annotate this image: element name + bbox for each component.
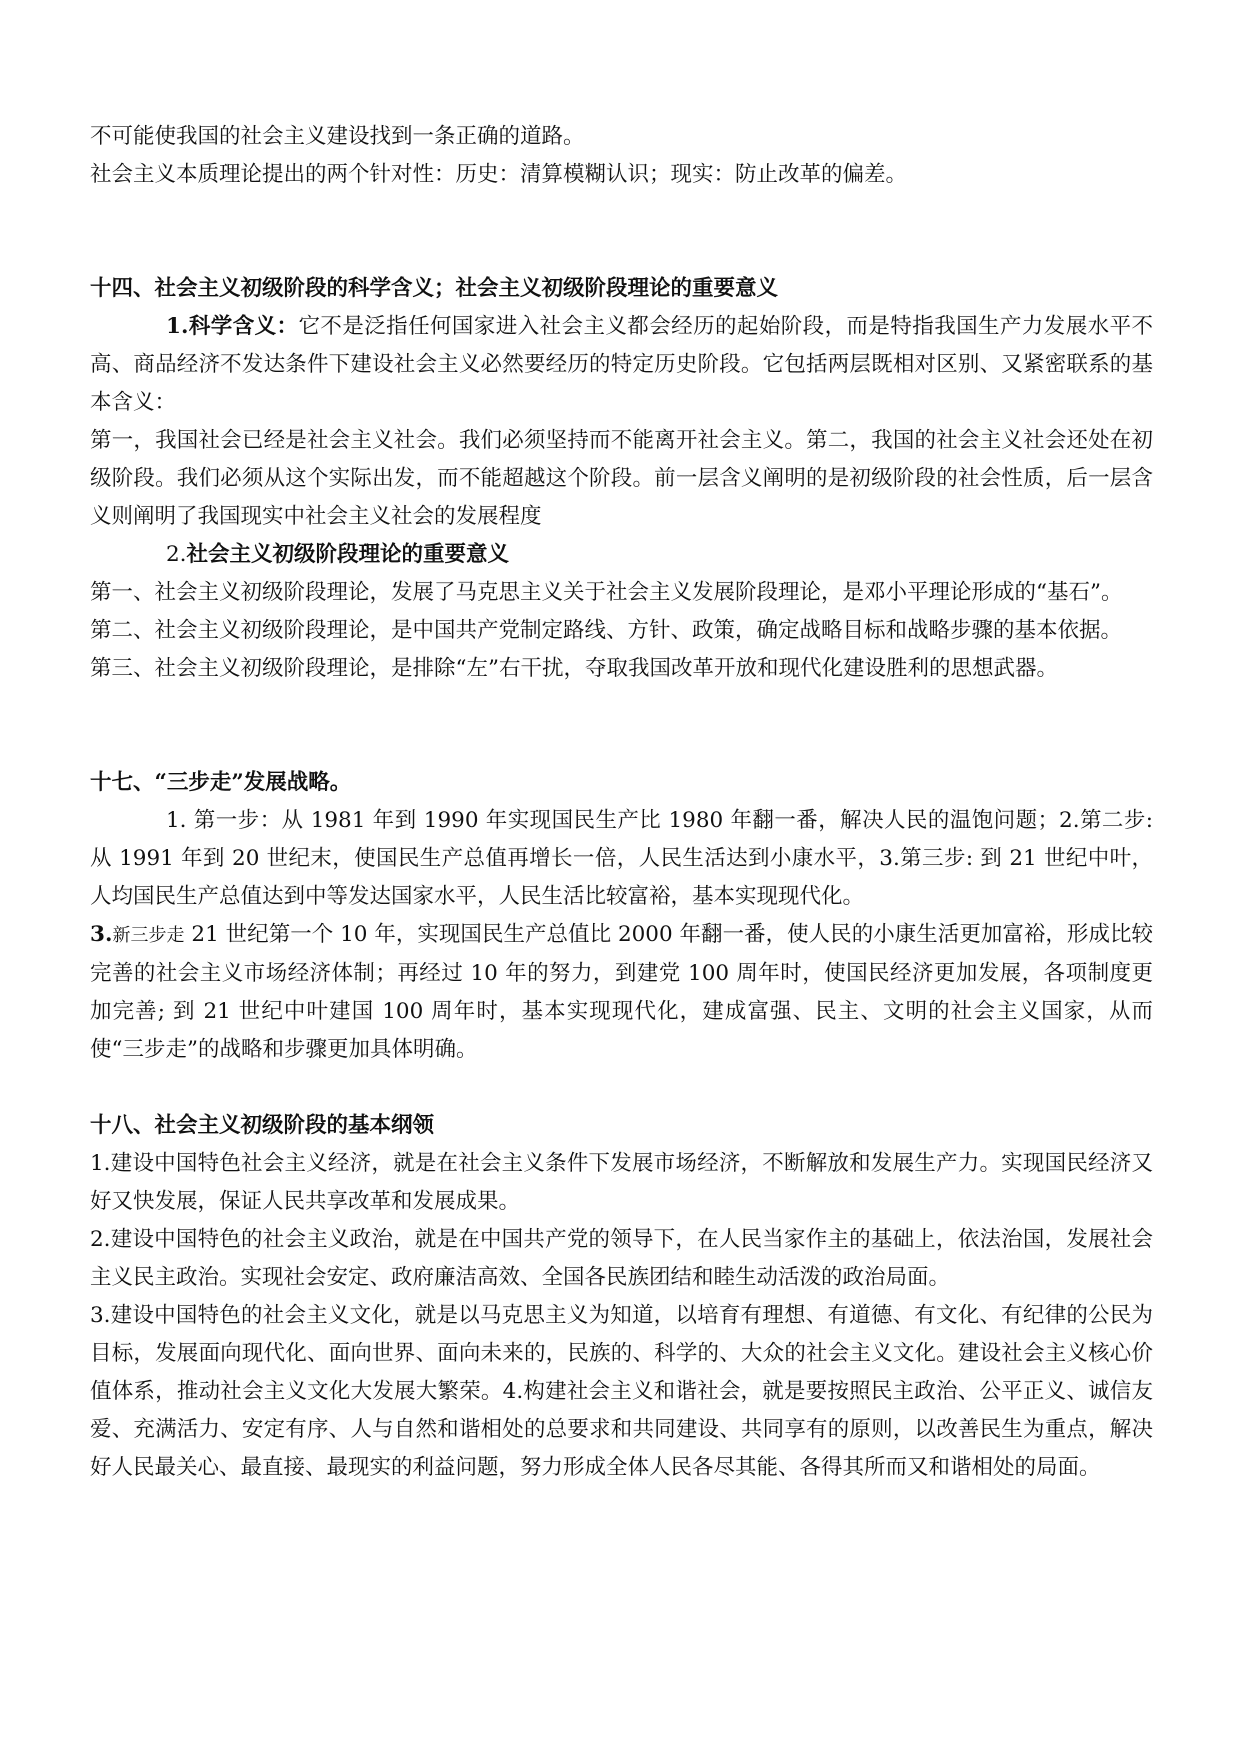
section-14-subheading-2 xyxy=(90,536,1153,574)
section-17-title: 十七、“三步走”发展战略。 xyxy=(90,770,352,795)
section-17-paragraph-1: 1. 第一步：从 1981 年到 1990 年实现国民生产比 1980 年翻一番，解决人民的温饱问题；2.第二步: 从 1991 年到 20 世纪末，使国民生产总值再增长一倍，人民生活达到小康水平，3.第三步: 到 21 世纪中叶，人均国民生产总值达到中等发达国家水平，人民生活比较富裕，基本实现现代化。 xyxy=(90,808,1153,909)
section-spacer xyxy=(90,194,1153,270)
section-18-title: 十八、社会主义初级阶段的基本纲领 xyxy=(90,1113,435,1138)
section-17 xyxy=(90,764,1153,1069)
new-three-steps-text: 21 世纪第一个 10 年，实现国民生产总值比 2000 年翻一番，使人民的小康生活更加富裕，形成比较完善的社会主义市场经济体制；再经过 10 年的努力，到建党 100 周年时，使国民经济更加发展，各项制度更加完善; 到 21 世纪中叶建国 100 周年时，基本实现现代化，建成富强、民主、文明的社会主义国家，从而使“三步走”的战略和步骤更加具体明确。 xyxy=(90,922,1153,1062)
section-14-paragraph-5: 第三、社会主义初级阶段理论，是排除“左”右干扰，夺取我国改革开放和现代化建设胜利的思想武器。 xyxy=(90,656,1058,681)
scientific-meaning-text: 它不是泛指任何国家进入社会主义都会经历的起始阶段，而是特指我国生产力发展水平不高、商品经济不发达条件下建设社会主义必然要经历的特定历史阶段。它包括两层既相对区别、又紧密联系的基本含义： xyxy=(90,314,1153,415)
section-14 xyxy=(90,270,1153,688)
section-18-paragraph-2: 2.建设中国特色的社会主义政治，就是在中国共产党的领导下，在人民当家作主的基础上，依法治国，发展社会主义民主政治。实现社会安定、政府廉洁高效、全国各民族团结和睦生动活泼的政治局面。 xyxy=(90,1227,1153,1290)
section-14-paragraph-3: 第一、社会主义初级阶段理论，发展了马克思主义关于社会主义发展阶段理论，是邓小平理论形成的“基石”。 xyxy=(90,580,1123,605)
section-spacer xyxy=(90,1069,1153,1107)
intro-line-2: 社会主义本质理论提出的两个针对性：历史：清算模糊认识；现实：防止改革的偏差。 xyxy=(90,162,908,187)
subheading-title: 社会主义初级阶段理论的重要意义 xyxy=(186,542,510,567)
subheading-number: 2. xyxy=(166,542,187,567)
section-17-paragraph-2 xyxy=(90,916,1153,1069)
intro-line-1: 不可能使我国的社会主义建设找到一条正确的道路。 xyxy=(90,124,585,149)
section-14-title: 十四、社会主义初级阶段的科学含义；社会主义初级阶段理论的重要意义 xyxy=(90,276,779,301)
new-three-steps-number: 3. xyxy=(90,922,113,947)
scientific-meaning-label: 1.科学含义： xyxy=(166,314,299,339)
section-14-paragraph-2: 第一，我国社会已经是社会主义社会。我们必须坚持而不能离开社会主义。第二，我国的社会主义社会还处在初级阶段。我们必须从这个实际出发，而不能超越这个阶段。前一层含义阐明的是初级阶段的社会性质，后一层含义则阐明了我国现实中社会主义社会的发展程度 xyxy=(90,428,1153,529)
section-18 xyxy=(90,1107,1153,1487)
section-14-paragraph-4: 第二、社会主义初级阶段理论，是中国共产党制定路线、方针、政策，确定战略目标和战略步骤的基本依据。 xyxy=(90,618,1123,643)
section-spacer xyxy=(90,688,1153,764)
section-18-paragraph-1: 1.建设中国特色社会主义经济，就是在社会主义条件下发展市场经济，不断解放和发展生产力。实现国民经济又好又快发展，保证人民共享改革和发展成果。 xyxy=(90,1151,1153,1214)
new-three-steps-label: 新三步走 xyxy=(112,925,185,946)
section-14-paragraph-1 xyxy=(90,308,1153,422)
section-18-paragraph-3: 3.建设中国特色的社会主义文化，就是以马克思主义为知道，以培育有理想、有道德、有文化、有纪律的公民为目标，发展面向现代化、面向世界、面向未来的，民族的、科学的、大众的社会主义文化。建设社会主义核心价值体系，推动社会主义文化大发展大繁荣。4.构建社会主义和谐社会，就是要按照民主政治、公平正义、诚信友爱、充满活力、安定有序、人与自然和谐相处的总要求和共同建设、共同享有的原则，以改善民生为重点，解决好人民最关心、最直接、最现实的利益问题，努力形成全体人民各尽其能、各得其所而又和谐相处的局面。 xyxy=(90,1303,1153,1480)
